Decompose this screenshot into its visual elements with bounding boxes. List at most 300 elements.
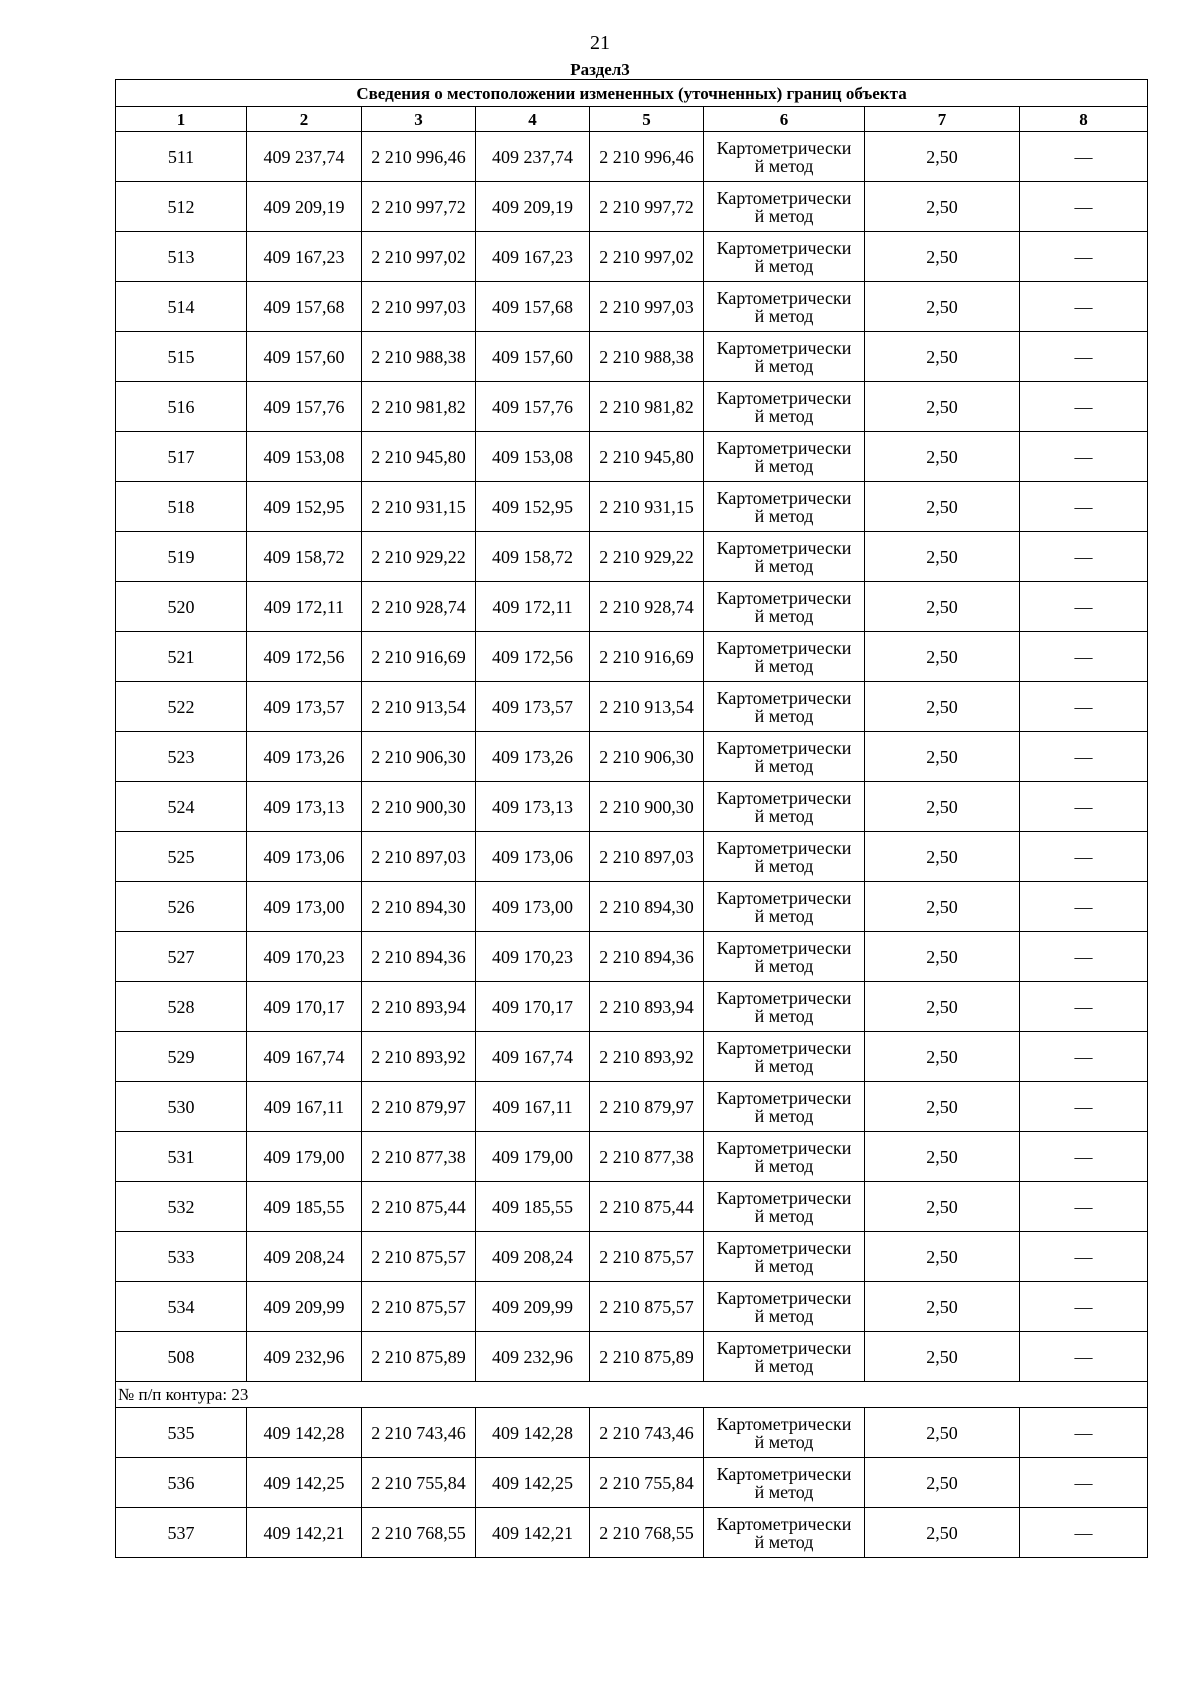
existing-y-cell: 2 210 916,69 bbox=[362, 632, 476, 682]
point-number-cell: 535 bbox=[116, 1408, 247, 1458]
existing-x-cell: 409 209,19 bbox=[247, 182, 362, 232]
accuracy-cell: 2,50 bbox=[865, 432, 1020, 482]
method-text: Картометрически bbox=[716, 537, 852, 558]
refined-x-cell: 409 172,56 bbox=[476, 632, 590, 682]
description-cell: — bbox=[1020, 132, 1148, 182]
refined-y-cell: 2 210 897,03 bbox=[590, 832, 704, 882]
existing-x-cell: 409 185,55 bbox=[247, 1182, 362, 1232]
existing-y-cell: 2 210 875,57 bbox=[362, 1282, 476, 1332]
description-cell: — bbox=[1020, 682, 1148, 732]
method-text: й метод bbox=[754, 1305, 814, 1326]
method-text: Картометрически bbox=[716, 487, 852, 508]
method-cell bbox=[704, 332, 865, 382]
point-number-cell: 524 bbox=[116, 782, 247, 832]
column-number: 5 bbox=[590, 107, 704, 132]
existing-y-cell: 2 210 879,97 bbox=[362, 1082, 476, 1132]
description-cell: — bbox=[1020, 1032, 1148, 1082]
method-text: Картометрически bbox=[716, 1287, 852, 1308]
table-row bbox=[116, 282, 1148, 332]
existing-y-cell: 2 210 997,03 bbox=[362, 282, 476, 332]
table-row bbox=[116, 1182, 1148, 1232]
table-row bbox=[116, 132, 1148, 182]
existing-x-cell: 409 142,28 bbox=[247, 1408, 362, 1458]
existing-y-cell: 2 210 906,30 bbox=[362, 732, 476, 782]
accuracy-cell: 2,50 bbox=[865, 482, 1020, 532]
method-text: Картометрически bbox=[716, 237, 852, 258]
existing-y-cell: 2 210 875,44 bbox=[362, 1182, 476, 1232]
point-number-cell: 521 bbox=[116, 632, 247, 682]
point-number-cell: 529 bbox=[116, 1032, 247, 1082]
method-text: Картометрически bbox=[716, 1237, 852, 1258]
method-cell bbox=[704, 1508, 865, 1558]
method-text: й метод bbox=[754, 605, 814, 626]
description-cell: — bbox=[1020, 732, 1148, 782]
table-row bbox=[116, 932, 1148, 982]
existing-x-cell: 409 170,23 bbox=[247, 932, 362, 982]
existing-y-cell: 2 210 997,02 bbox=[362, 232, 476, 282]
existing-y-cell: 2 210 996,46 bbox=[362, 132, 476, 182]
refined-y-cell: 2 210 743,46 bbox=[590, 1408, 704, 1458]
description-cell: — bbox=[1020, 1182, 1148, 1232]
table-row bbox=[116, 1132, 1148, 1182]
point-number-cell: 528 bbox=[116, 982, 247, 1032]
refined-x-cell: 409 157,76 bbox=[476, 382, 590, 432]
existing-x-cell: 409 157,76 bbox=[247, 382, 362, 432]
method-text: й метод bbox=[754, 905, 814, 926]
accuracy-cell: 2,50 bbox=[865, 1408, 1020, 1458]
existing-x-cell: 409 142,25 bbox=[247, 1458, 362, 1508]
table-caption: Сведения о местоположении измененных (уточненных) границ объекта bbox=[116, 80, 1148, 107]
existing-x-cell: 409 167,23 bbox=[247, 232, 362, 282]
point-number-cell: 515 bbox=[116, 332, 247, 382]
table-row bbox=[116, 482, 1148, 532]
existing-x-cell: 409 173,06 bbox=[247, 832, 362, 882]
column-number: 8 bbox=[1020, 107, 1148, 132]
refined-x-cell: 409 179,00 bbox=[476, 1132, 590, 1182]
section-title: Раздел3 bbox=[570, 60, 630, 79]
method-cell bbox=[704, 1032, 865, 1082]
point-number-cell: 527 bbox=[116, 932, 247, 982]
refined-x-cell: 409 232,96 bbox=[476, 1332, 590, 1382]
existing-x-cell: 409 170,17 bbox=[247, 982, 362, 1032]
method-cell bbox=[704, 932, 865, 982]
table-row bbox=[116, 1282, 1148, 1332]
method-text: й метод bbox=[754, 755, 814, 776]
column-number: 6 bbox=[704, 107, 865, 132]
column-number-row bbox=[116, 107, 1148, 132]
table-row bbox=[116, 832, 1148, 882]
method-text: й метод bbox=[754, 205, 814, 226]
method-text: Картометрически bbox=[716, 1137, 852, 1158]
table-row bbox=[116, 532, 1148, 582]
refined-x-cell: 409 173,06 bbox=[476, 832, 590, 882]
method-text: Картометрически bbox=[716, 1337, 852, 1358]
description-cell: — bbox=[1020, 1082, 1148, 1132]
refined-x-cell: 409 209,19 bbox=[476, 182, 590, 232]
method-cell bbox=[704, 132, 865, 182]
method-text: й метод bbox=[754, 255, 814, 276]
existing-y-cell: 2 210 875,57 bbox=[362, 1232, 476, 1282]
refined-y-cell: 2 210 875,57 bbox=[590, 1282, 704, 1332]
refined-x-cell: 409 170,17 bbox=[476, 982, 590, 1032]
method-cell bbox=[704, 1182, 865, 1232]
existing-x-cell: 409 167,11 bbox=[247, 1082, 362, 1132]
refined-x-cell: 409 152,95 bbox=[476, 482, 590, 532]
existing-x-cell: 409 157,68 bbox=[247, 282, 362, 332]
refined-y-cell: 2 210 997,02 bbox=[590, 232, 704, 282]
point-number-cell: 519 bbox=[116, 532, 247, 582]
method-cell bbox=[704, 482, 865, 532]
method-text: й метод bbox=[754, 355, 814, 376]
accuracy-cell: 2,50 bbox=[865, 1032, 1020, 1082]
method-text: й метод bbox=[754, 405, 814, 426]
method-cell bbox=[704, 1132, 865, 1182]
existing-x-cell: 409 157,60 bbox=[247, 332, 362, 382]
point-number-cell: 513 bbox=[116, 232, 247, 282]
existing-x-cell: 409 173,13 bbox=[247, 782, 362, 832]
method-cell bbox=[704, 732, 865, 782]
description-cell: — bbox=[1020, 832, 1148, 882]
existing-x-cell: 409 173,00 bbox=[247, 882, 362, 932]
existing-x-cell: 409 179,00 bbox=[247, 1132, 362, 1182]
refined-y-cell: 2 210 997,72 bbox=[590, 182, 704, 232]
refined-x-cell: 409 157,60 bbox=[476, 332, 590, 382]
method-text: Картометрически bbox=[716, 837, 852, 858]
column-number: 1 bbox=[116, 107, 247, 132]
method-text: Картометрически bbox=[716, 1087, 852, 1108]
accuracy-cell: 2,50 bbox=[865, 932, 1020, 982]
method-text: й метод bbox=[754, 155, 814, 176]
accuracy-cell: 2,50 bbox=[865, 182, 1020, 232]
accuracy-cell: 2,50 bbox=[865, 132, 1020, 182]
existing-x-cell: 409 237,74 bbox=[247, 132, 362, 182]
description-cell: — bbox=[1020, 1332, 1148, 1382]
method-text: й метод bbox=[754, 1155, 814, 1176]
point-number-cell: 525 bbox=[116, 832, 247, 882]
method-cell bbox=[704, 232, 865, 282]
table-row bbox=[116, 732, 1148, 782]
description-cell: — bbox=[1020, 1408, 1148, 1458]
existing-x-cell: 409 209,99 bbox=[247, 1282, 362, 1332]
description-cell: — bbox=[1020, 782, 1148, 832]
existing-x-cell: 409 158,72 bbox=[247, 532, 362, 582]
table-body bbox=[116, 80, 1148, 1558]
accuracy-cell: 2,50 bbox=[865, 1132, 1020, 1182]
column-number: 2 bbox=[247, 107, 362, 132]
accuracy-cell: 2,50 bbox=[865, 832, 1020, 882]
existing-x-cell: 409 173,57 bbox=[247, 682, 362, 732]
page-number: 21 bbox=[590, 32, 610, 54]
table-row bbox=[116, 582, 1148, 632]
refined-y-cell: 2 210 931,15 bbox=[590, 482, 704, 532]
accuracy-cell: 2,50 bbox=[865, 382, 1020, 432]
refined-y-cell: 2 210 981,82 bbox=[590, 382, 704, 432]
method-text: й метод bbox=[754, 1055, 814, 1076]
accuracy-cell: 2,50 bbox=[865, 1182, 1020, 1232]
description-cell: — bbox=[1020, 582, 1148, 632]
table-row bbox=[116, 882, 1148, 932]
method-text: Картометрически bbox=[716, 787, 852, 808]
method-cell bbox=[704, 1332, 865, 1382]
accuracy-cell: 2,50 bbox=[865, 782, 1020, 832]
table-row bbox=[116, 982, 1148, 1032]
refined-x-cell: 409 167,23 bbox=[476, 232, 590, 282]
point-number-cell: 537 bbox=[116, 1508, 247, 1558]
method-text: й метод bbox=[754, 555, 814, 576]
contour-row bbox=[116, 1382, 1148, 1408]
refined-y-cell: 2 210 894,30 bbox=[590, 882, 704, 932]
method-cell bbox=[704, 982, 865, 1032]
method-text: Картометрически bbox=[716, 187, 852, 208]
refined-x-cell: 409 170,23 bbox=[476, 932, 590, 982]
method-text: й метод bbox=[754, 1355, 814, 1376]
accuracy-cell: 2,50 bbox=[865, 582, 1020, 632]
point-number-cell: 531 bbox=[116, 1132, 247, 1182]
refined-y-cell: 2 210 929,22 bbox=[590, 532, 704, 582]
existing-y-cell: 2 210 929,22 bbox=[362, 532, 476, 582]
existing-x-cell: 409 142,21 bbox=[247, 1508, 362, 1558]
point-number-cell: 536 bbox=[116, 1458, 247, 1508]
accuracy-cell: 2,50 bbox=[865, 532, 1020, 582]
point-number-cell: 516 bbox=[116, 382, 247, 432]
refined-y-cell: 2 210 879,97 bbox=[590, 1082, 704, 1132]
refined-y-cell: 2 210 894,36 bbox=[590, 932, 704, 982]
point-number-cell: 532 bbox=[116, 1182, 247, 1232]
refined-y-cell: 2 210 877,38 bbox=[590, 1132, 704, 1182]
description-cell: — bbox=[1020, 982, 1148, 1032]
existing-y-cell: 2 210 768,55 bbox=[362, 1508, 476, 1558]
method-text: Картометрически bbox=[716, 987, 852, 1008]
existing-y-cell: 2 210 755,84 bbox=[362, 1458, 476, 1508]
method-text: Картометрически bbox=[716, 387, 852, 408]
accuracy-cell: 2,50 bbox=[865, 732, 1020, 782]
table-row bbox=[116, 382, 1148, 432]
table-row bbox=[116, 232, 1148, 282]
existing-x-cell: 409 152,95 bbox=[247, 482, 362, 532]
refined-x-cell: 409 172,11 bbox=[476, 582, 590, 632]
existing-x-cell: 409 153,08 bbox=[247, 432, 362, 482]
refined-y-cell: 2 210 945,80 bbox=[590, 432, 704, 482]
point-number-cell: 530 bbox=[116, 1082, 247, 1132]
point-number-cell: 512 bbox=[116, 182, 247, 232]
refined-y-cell: 2 210 755,84 bbox=[590, 1458, 704, 1508]
refined-x-cell: 409 173,57 bbox=[476, 682, 590, 732]
table-row bbox=[116, 1458, 1148, 1508]
method-cell bbox=[704, 432, 865, 482]
point-number-cell: 523 bbox=[116, 732, 247, 782]
refined-x-cell: 409 173,00 bbox=[476, 882, 590, 932]
refined-x-cell: 409 173,13 bbox=[476, 782, 590, 832]
point-number-cell: 533 bbox=[116, 1232, 247, 1282]
contour-label: № п/п контура: 23 bbox=[116, 1382, 1148, 1408]
description-cell: — bbox=[1020, 482, 1148, 532]
method-text: Картометрически bbox=[716, 137, 852, 158]
accuracy-cell: 2,50 bbox=[865, 682, 1020, 732]
refined-y-cell: 2 210 875,57 bbox=[590, 1232, 704, 1282]
method-cell bbox=[704, 1282, 865, 1332]
accuracy-cell: 2,50 bbox=[865, 332, 1020, 382]
table-row bbox=[116, 1232, 1148, 1282]
description-cell: — bbox=[1020, 232, 1148, 282]
description-cell: — bbox=[1020, 1508, 1148, 1558]
refined-x-cell: 409 209,99 bbox=[476, 1282, 590, 1332]
accuracy-cell: 2,50 bbox=[865, 282, 1020, 332]
method-text: Картометрически bbox=[716, 1463, 852, 1484]
method-cell bbox=[704, 1232, 865, 1282]
refined-y-cell: 2 210 913,54 bbox=[590, 682, 704, 732]
existing-y-cell: 2 210 913,54 bbox=[362, 682, 476, 732]
existing-y-cell: 2 210 877,38 bbox=[362, 1132, 476, 1182]
method-cell bbox=[704, 1082, 865, 1132]
method-text: Картометрически bbox=[716, 1187, 852, 1208]
accuracy-cell: 2,50 bbox=[865, 232, 1020, 282]
refined-y-cell: 2 210 906,30 bbox=[590, 732, 704, 782]
method-cell bbox=[704, 882, 865, 932]
method-text: Картометрически bbox=[716, 687, 852, 708]
column-number: 3 bbox=[362, 107, 476, 132]
point-number-cell: 508 bbox=[116, 1332, 247, 1382]
method-cell bbox=[704, 282, 865, 332]
table-row bbox=[116, 632, 1148, 682]
existing-y-cell: 2 210 875,89 bbox=[362, 1332, 476, 1382]
refined-x-cell: 409 185,55 bbox=[476, 1182, 590, 1232]
column-number: 4 bbox=[476, 107, 590, 132]
description-cell: — bbox=[1020, 432, 1148, 482]
method-cell bbox=[704, 782, 865, 832]
existing-x-cell: 409 232,96 bbox=[247, 1332, 362, 1382]
table-row bbox=[116, 182, 1148, 232]
description-cell: — bbox=[1020, 282, 1148, 332]
method-text: Картометрически bbox=[716, 1037, 852, 1058]
description-cell: — bbox=[1020, 332, 1148, 382]
method-cell bbox=[704, 182, 865, 232]
existing-y-cell: 2 210 988,38 bbox=[362, 332, 476, 382]
table-row bbox=[116, 1508, 1148, 1558]
point-number-cell: 517 bbox=[116, 432, 247, 482]
method-text: й метод bbox=[754, 1431, 814, 1452]
refined-y-cell: 2 210 997,03 bbox=[590, 282, 704, 332]
table-row bbox=[116, 782, 1148, 832]
table-row bbox=[116, 1032, 1148, 1082]
method-text: й метод bbox=[754, 1255, 814, 1276]
method-cell bbox=[704, 682, 865, 732]
description-cell: — bbox=[1020, 1132, 1148, 1182]
method-text: й метод bbox=[754, 505, 814, 526]
accuracy-cell: 2,50 bbox=[865, 1332, 1020, 1382]
refined-y-cell: 2 210 768,55 bbox=[590, 1508, 704, 1558]
method-cell bbox=[704, 1458, 865, 1508]
refined-y-cell: 2 210 875,44 bbox=[590, 1182, 704, 1232]
accuracy-cell: 2,50 bbox=[865, 1458, 1020, 1508]
accuracy-cell: 2,50 bbox=[865, 1282, 1020, 1332]
method-text: й метод bbox=[754, 1105, 814, 1126]
refined-y-cell: 2 210 875,89 bbox=[590, 1332, 704, 1382]
existing-y-cell: 2 210 997,72 bbox=[362, 182, 476, 232]
description-cell: — bbox=[1020, 882, 1148, 932]
table-row bbox=[116, 332, 1148, 382]
point-number-cell: 514 bbox=[116, 282, 247, 332]
refined-x-cell: 409 173,26 bbox=[476, 732, 590, 782]
existing-y-cell: 2 210 893,92 bbox=[362, 1032, 476, 1082]
existing-y-cell: 2 210 900,30 bbox=[362, 782, 476, 832]
description-cell: — bbox=[1020, 532, 1148, 582]
refined-y-cell: 2 210 988,38 bbox=[590, 332, 704, 382]
method-text: Картометрически bbox=[716, 287, 852, 308]
description-cell: — bbox=[1020, 632, 1148, 682]
method-text: Картометрически bbox=[716, 1513, 852, 1534]
method-text: й метод bbox=[754, 1481, 814, 1502]
method-text: й метод bbox=[754, 1205, 814, 1226]
point-number-cell: 534 bbox=[116, 1282, 247, 1332]
accuracy-cell: 2,50 bbox=[865, 1232, 1020, 1282]
refined-x-cell: 409 167,74 bbox=[476, 1032, 590, 1082]
existing-y-cell: 2 210 894,36 bbox=[362, 932, 476, 982]
refined-x-cell: 409 237,74 bbox=[476, 132, 590, 182]
method-text: Картометрически bbox=[716, 637, 852, 658]
description-cell: — bbox=[1020, 1232, 1148, 1282]
method-text: Картометрически bbox=[716, 587, 852, 608]
existing-y-cell: 2 210 945,80 bbox=[362, 432, 476, 482]
table-row bbox=[116, 432, 1148, 482]
refined-x-cell: 409 158,72 bbox=[476, 532, 590, 582]
method-cell bbox=[704, 582, 865, 632]
refined-x-cell: 409 167,11 bbox=[476, 1082, 590, 1132]
accuracy-cell: 2,50 bbox=[865, 632, 1020, 682]
refined-x-cell: 409 142,21 bbox=[476, 1508, 590, 1558]
description-cell: — bbox=[1020, 382, 1148, 432]
method-cell bbox=[704, 532, 865, 582]
column-number: 7 bbox=[865, 107, 1020, 132]
accuracy-cell: 2,50 bbox=[865, 882, 1020, 932]
existing-y-cell: 2 210 981,82 bbox=[362, 382, 476, 432]
existing-x-cell: 409 173,26 bbox=[247, 732, 362, 782]
refined-y-cell: 2 210 916,69 bbox=[590, 632, 704, 682]
table-row bbox=[116, 1082, 1148, 1132]
method-text: Картометрически bbox=[716, 337, 852, 358]
existing-y-cell: 2 210 897,03 bbox=[362, 832, 476, 882]
method-cell bbox=[704, 1408, 865, 1458]
refined-y-cell: 2 210 893,92 bbox=[590, 1032, 704, 1082]
method-text: й метод bbox=[754, 1531, 814, 1552]
method-text: й метод bbox=[754, 955, 814, 976]
refined-x-cell: 409 157,68 bbox=[476, 282, 590, 332]
method-text: й метод bbox=[754, 305, 814, 326]
existing-y-cell: 2 210 894,30 bbox=[362, 882, 476, 932]
refined-y-cell: 2 210 996,46 bbox=[590, 132, 704, 182]
method-cell bbox=[704, 382, 865, 432]
method-text: й метод bbox=[754, 855, 814, 876]
existing-y-cell: 2 210 928,74 bbox=[362, 582, 476, 632]
boundary-coordinates-table bbox=[115, 79, 1148, 1558]
method-text: Картометрически bbox=[716, 887, 852, 908]
table-row bbox=[116, 1408, 1148, 1458]
method-cell bbox=[704, 832, 865, 882]
accuracy-cell: 2,50 bbox=[865, 1082, 1020, 1132]
refined-x-cell: 409 142,25 bbox=[476, 1458, 590, 1508]
existing-y-cell: 2 210 743,46 bbox=[362, 1408, 476, 1458]
description-cell: — bbox=[1020, 1458, 1148, 1508]
existing-y-cell: 2 210 931,15 bbox=[362, 482, 476, 532]
table-caption-row bbox=[116, 80, 1148, 107]
method-text: Картометрически bbox=[716, 437, 852, 458]
point-number-cell: 518 bbox=[116, 482, 247, 532]
refined-y-cell: 2 210 928,74 bbox=[590, 582, 704, 632]
refined-x-cell: 409 208,24 bbox=[476, 1232, 590, 1282]
refined-x-cell: 409 153,08 bbox=[476, 432, 590, 482]
method-text: й метод bbox=[754, 1005, 814, 1026]
method-text: Картометрически bbox=[716, 737, 852, 758]
point-number-cell: 526 bbox=[116, 882, 247, 932]
